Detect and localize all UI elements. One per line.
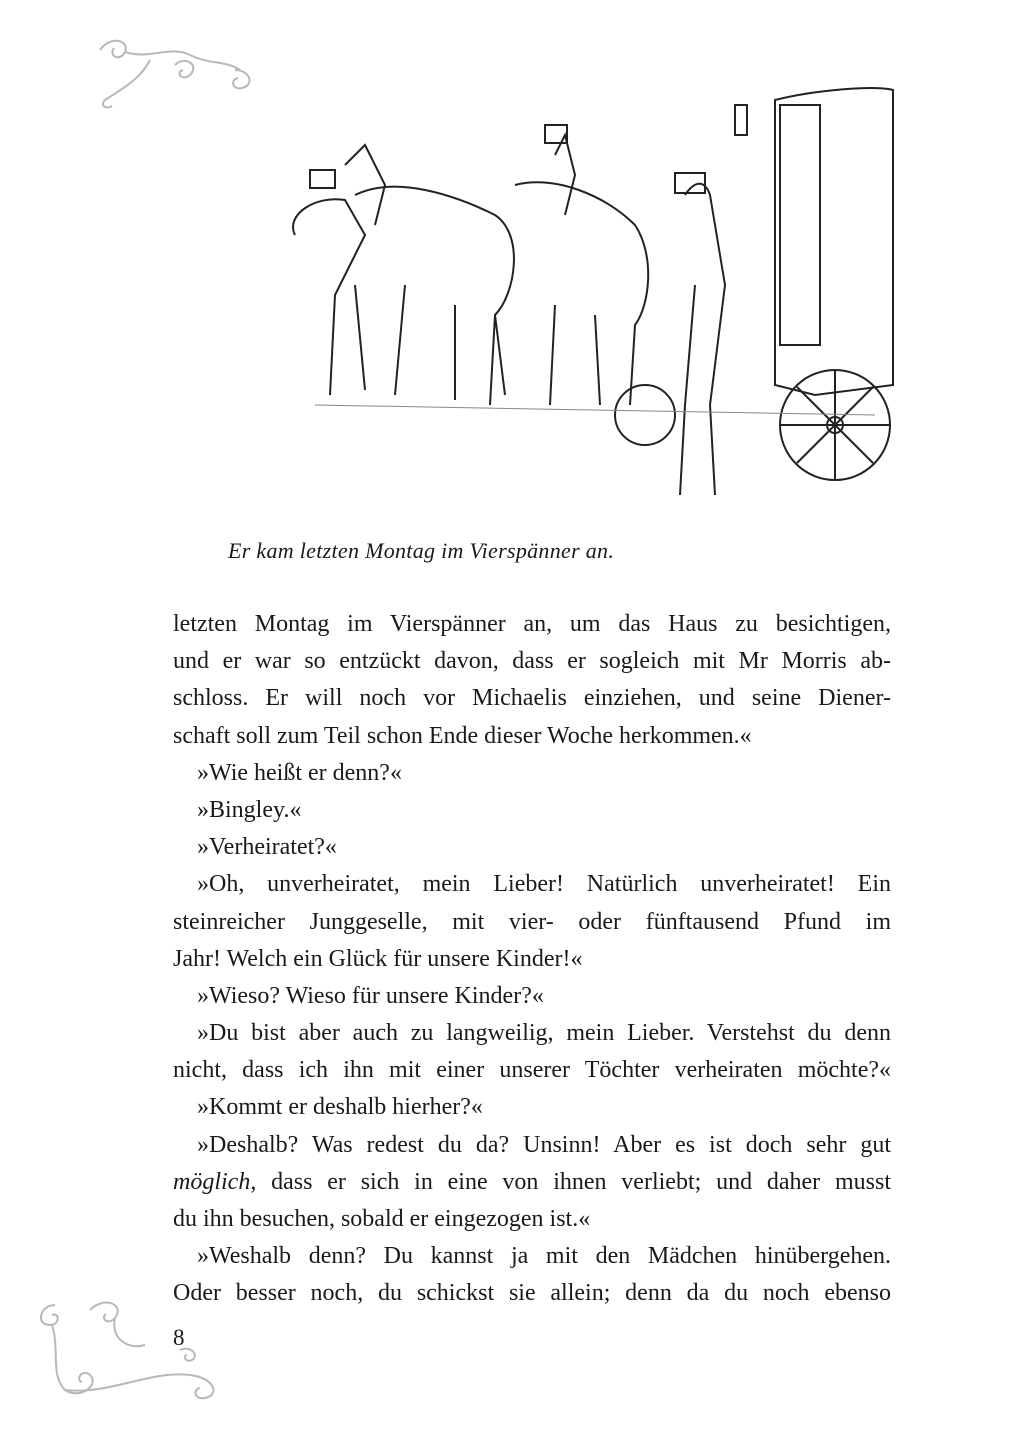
bottom-flourish-ornament	[30, 1290, 230, 1405]
text-line: Jahr! Welch ein Glück für unsere Kinder!«	[173, 945, 583, 972]
text-line: schaft soll zum Teil schon Ende dieser Woche herkommen.«	[173, 722, 752, 749]
text-line: Oder besser noch, du schickst sie allein; denn da du noch ebenso	[173, 1280, 891, 1307]
top-flourish-ornament	[90, 30, 260, 115]
body-text	[173, 606, 891, 1313]
text-line: möglich, dass er sich in eine von ihnen verliebt; und daher musst	[173, 1168, 891, 1195]
text-line: »Wieso? Wieso für unsere Kinder?«	[197, 982, 544, 1009]
text-line: »Wie heißt er denn?«	[197, 759, 402, 786]
text-line: und er war so entzückt davon, dass er sogleich mit Mr Morris ab-	[173, 648, 891, 675]
text-line: »Oh, unverheiratet, mein Lieber! Natürlich unverheiratet! Ein	[197, 871, 891, 898]
page-number: 8	[173, 1325, 185, 1350]
text-line: »Kommt er deshalb hierher?«	[197, 1094, 483, 1121]
text-line: schloss. Er will noch vor Michaelis einziehen, und seine Diener-	[173, 685, 891, 712]
text-line: du ihn besuchen, sobald er eingezogen ist.«	[173, 1206, 591, 1232]
text-line: »Verheiratet?«	[197, 834, 337, 861]
emphasized-word: möglich	[173, 1168, 251, 1195]
text-line: »Deshalb? Was redest du da? Unsinn! Aber es ist doch sehr gut	[197, 1131, 891, 1158]
text-line: steinreicher Junggeselle, mit vier- oder fünftausend Pfund im	[173, 908, 891, 935]
text-line: »Weshalb denn? Du kannst ja mit den Mädchen hinübergehen.	[197, 1243, 891, 1270]
text-line: »Bingley.«	[197, 796, 302, 823]
carriage-illustration	[255, 85, 895, 555]
text-line: »Du bist aber auch zu langweilig, mein Lieber. Verstehst du denn	[197, 1020, 891, 1047]
text-line: letzten Montag im Vierspänner an, um das Haus zu besichtigen,	[173, 611, 891, 637]
illustration-caption: Er kam letzten Montag im Vierspänner an.	[228, 538, 615, 563]
text-line: nicht, dass ich ihn mit einer unserer Töchter verheiraten möchte?«	[173, 1057, 891, 1084]
